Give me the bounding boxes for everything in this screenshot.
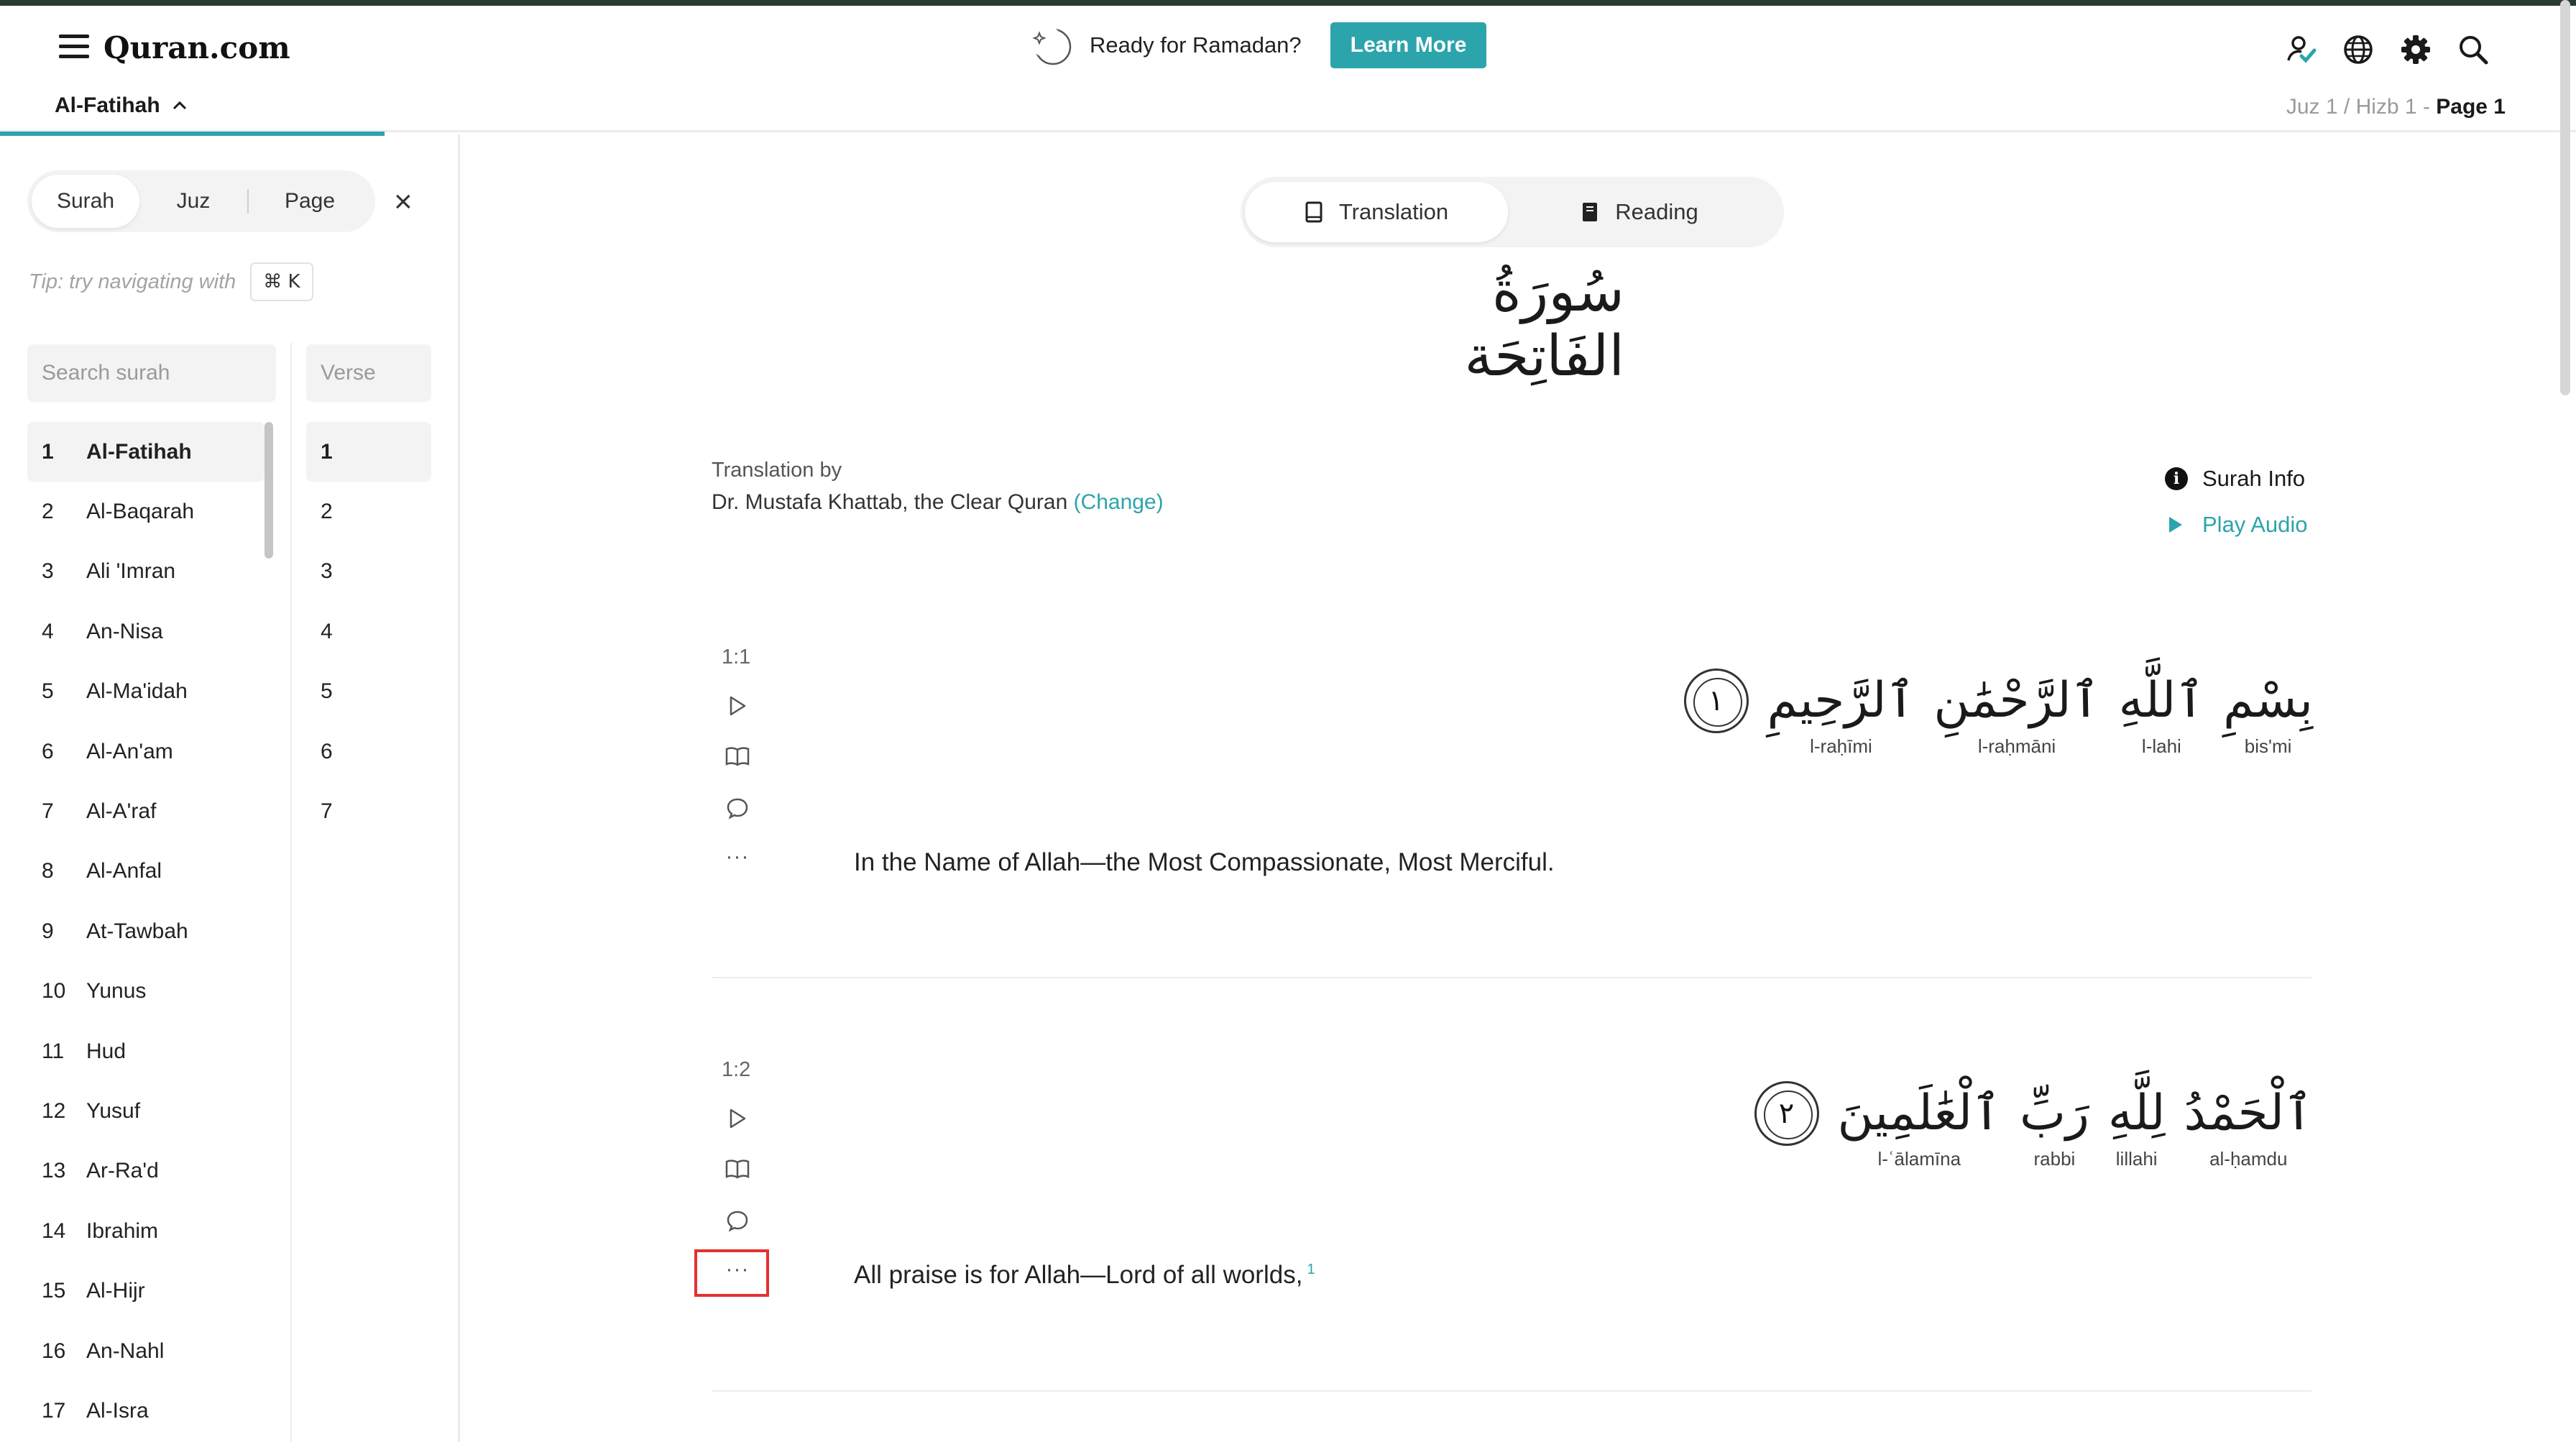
- translator-info: [712, 490, 1164, 515]
- top-accent-line: [0, 0, 2576, 6]
- surah-list-item[interactable]: 12 Yusuf: [42, 1098, 141, 1123]
- globe-icon[interactable]: [2342, 33, 2375, 66]
- highlight-box: [694, 1249, 769, 1297]
- more-options-icon[interactable]: ···: [725, 845, 750, 868]
- surah-list-item[interactable]: 8 Al-Anfal: [42, 859, 162, 883]
- word[interactable]: ٱلرَّحْمَٰنِ l-raḥmāni: [1933, 672, 2100, 757]
- learn-more-button[interactable]: Learn More: [1330, 22, 1487, 68]
- tab-page[interactable]: Page: [284, 189, 336, 213]
- brand-logo[interactable]: Quran.com: [104, 30, 290, 65]
- ayah-end-marker: ٢: [1754, 1081, 1819, 1146]
- ramadan-promo: [1029, 20, 1486, 70]
- verse-divider: [712, 977, 2312, 978]
- page-number: Page 1: [2436, 95, 2506, 119]
- surah-list-scrollbar[interactable]: [264, 422, 273, 559]
- verse-list-item[interactable]: 3: [321, 559, 333, 584]
- surah-list-item[interactable]: 6 Al-An'am: [42, 739, 173, 763]
- play-verse-icon[interactable]: [723, 692, 752, 720]
- chapter-selector[interactable]: [55, 93, 188, 118]
- chapter-selector-label: Al-Fatihah: [55, 93, 160, 117]
- surah-list-item[interactable]: 10 Yunus: [42, 979, 147, 1004]
- surah-name-calligraphy: سُورَةُ الفَاتِحَة: [1464, 260, 1624, 389]
- tafsir-book-icon[interactable]: [723, 742, 752, 771]
- tab-surah[interactable]: Surah: [32, 175, 139, 228]
- chevron-up-icon: [172, 101, 188, 111]
- settings-icon[interactable]: [2399, 33, 2432, 66]
- translation-by-label: Translation by: [712, 459, 842, 482]
- search-surah-input[interactable]: [27, 344, 276, 402]
- word[interactable]: ٱلْعَٰلَمِينَ l-ʿālamīna: [1837, 1085, 2001, 1170]
- book-outline-icon: [1305, 201, 1323, 223]
- surah-list-item[interactable]: 7 Al-A'raf: [42, 799, 157, 824]
- word[interactable]: لِلَّهِ lillahi: [2107, 1085, 2166, 1170]
- play-audio-label: Play Audio: [2202, 512, 2308, 537]
- surah-list-item[interactable]: 14 Ibrahim: [42, 1218, 159, 1243]
- profile-icon[interactable]: [2284, 33, 2317, 66]
- search-icon[interactable]: [2457, 33, 2490, 66]
- tab-reading-label: Reading: [1615, 199, 1698, 224]
- word[interactable]: ٱللَّهِ l-lahi: [2118, 672, 2205, 757]
- surah-list-item[interactable]: 16 An-Nahl: [42, 1338, 165, 1363]
- surah-list-item[interactable]: 1 Al-Fatihah: [27, 422, 264, 482]
- verse-list: [306, 422, 431, 842]
- promo-text: Ready for Ramadan?: [1090, 32, 1302, 58]
- navigation-sidebar: [0, 134, 460, 1442]
- verse-list-item[interactable]: 4: [321, 619, 333, 643]
- play-verse-icon[interactable]: [723, 1104, 752, 1133]
- info-icon: i: [2165, 467, 2188, 490]
- more-options-icon[interactable]: ···: [725, 1257, 750, 1281]
- reading-mode-switch: [1241, 177, 1784, 247]
- footnote-marker[interactable]: 1: [1307, 1262, 1315, 1278]
- surah-list-item[interactable]: 9 At-Tawbah: [42, 919, 188, 943]
- surah-list-item[interactable]: 4 An-Nisa: [42, 619, 163, 643]
- verse-list-item[interactable]: 2: [321, 500, 333, 524]
- verse-list-item[interactable]: 6: [321, 739, 333, 763]
- play-icon: [2168, 515, 2184, 534]
- surah-list-item[interactable]: 11 Hud: [42, 1039, 126, 1063]
- reflection-comment-icon[interactable]: [723, 794, 752, 822]
- tab-translation[interactable]: [1245, 182, 1508, 242]
- verse-words: [1754, 1081, 2314, 1170]
- page-scrollbar[interactable]: [2560, 0, 2570, 395]
- reflection-comment-icon[interactable]: [723, 1206, 752, 1235]
- navigation-tabs: [27, 170, 375, 232]
- list-divider: [290, 343, 292, 1442]
- surah-info-label: Surah Info: [2202, 466, 2306, 491]
- surah-list-item[interactable]: 13 Ar-Ra'd: [42, 1159, 159, 1183]
- verse-divider: [712, 1390, 2312, 1392]
- word[interactable]: ٱلرَّحِيمِ l-raḥīmi: [1767, 672, 1915, 757]
- surah-list-item[interactable]: 15 Al-Hijr: [42, 1279, 145, 1303]
- tip-text: Tip: try navigating with: [29, 270, 236, 293]
- verse-key[interactable]: 1:1: [722, 646, 751, 669]
- ayah-end-marker: ١: [1684, 669, 1749, 733]
- book-icon: [1581, 201, 1599, 223]
- verse-translation: All praise is for Allah—Lord of all worlds, $^1$: [854, 1261, 1315, 1289]
- navigation-tip: [29, 262, 313, 301]
- search-verse-input[interactable]: [306, 344, 431, 402]
- crescent-moon-icon: [1029, 23, 1074, 68]
- word[interactable]: ٱلْحَمْدُ al-ḥamdu: [2184, 1085, 2313, 1170]
- play-audio-button[interactable]: [2168, 512, 2308, 538]
- verse-list-item[interactable]: 5: [321, 679, 333, 704]
- surah-list-item[interactable]: 17 Al-Isra: [42, 1398, 149, 1423]
- tab-translation-label: Translation: [1338, 199, 1449, 224]
- verse-list-item[interactable]: 1: [306, 422, 431, 482]
- tafsir-book-icon[interactable]: [723, 1154, 752, 1183]
- word[interactable]: بِسْمِ bis'mi: [2223, 672, 2313, 757]
- header: [0, 6, 2576, 132]
- keyboard-shortcut: ⌘ K: [250, 262, 313, 301]
- surah-list-item[interactable]: 5 Al-Ma'idah: [42, 679, 188, 704]
- surah-info-button[interactable]: [2165, 466, 2305, 492]
- hamburger-menu-icon[interactable]: [59, 35, 89, 63]
- tab-reading[interactable]: [1508, 182, 1771, 242]
- close-icon[interactable]: ×: [394, 184, 413, 219]
- surah-list-item[interactable]: 2 Al-Baqarah: [42, 500, 195, 524]
- verse-key[interactable]: 1:2: [722, 1058, 751, 1081]
- tab-juz[interactable]: Juz: [176, 189, 211, 213]
- page-info: Juz 1 / Hizb 1 - Page 1: [2286, 95, 2506, 119]
- verse-translation: In the Name of Allah—the Most Compassionate, Most Merciful.: [854, 848, 1555, 876]
- translator-name: Dr. Mustafa Khattab, the Clear Quran: [712, 490, 1068, 514]
- verse-list-item[interactable]: 7: [321, 799, 333, 824]
- surah-list-item[interactable]: 3 Ali 'Imran: [42, 559, 176, 584]
- change-translation-link[interactable]: (Change): [1073, 490, 1164, 514]
- word[interactable]: رَبِّ rabbi: [2019, 1085, 2089, 1170]
- surah-list: [27, 422, 276, 1442]
- verse-words: [1684, 669, 2313, 758]
